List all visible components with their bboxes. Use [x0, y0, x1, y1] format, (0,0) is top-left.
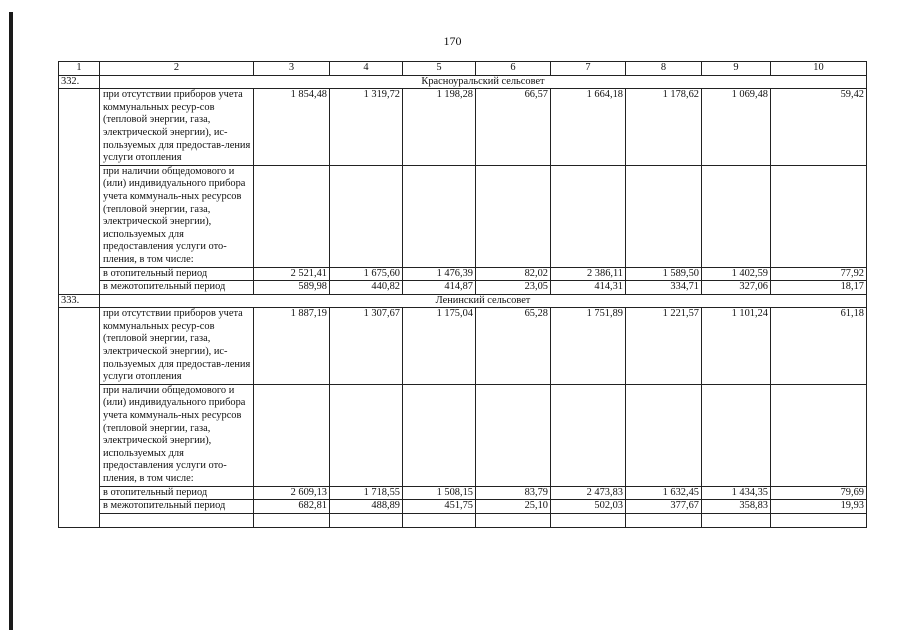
- value-cell: 1 178,62: [626, 89, 702, 166]
- column-header: 3: [254, 62, 330, 76]
- table-row: [59, 308, 867, 385]
- table-row: [59, 500, 867, 514]
- value-cell: 1 319,72: [330, 89, 403, 166]
- column-header: 6: [476, 62, 551, 76]
- column-header-row: [59, 62, 867, 76]
- table-row: [59, 486, 867, 500]
- value-cell: 1 675,60: [330, 267, 403, 281]
- row-label: в отопительный период: [100, 486, 254, 500]
- value-cell: [476, 384, 551, 486]
- page-left-rule: [9, 12, 13, 630]
- value-cell: 19,93: [771, 500, 867, 514]
- value-cell: [100, 513, 254, 527]
- value-cell: 25,10: [476, 500, 551, 514]
- section-title-row: [59, 294, 867, 308]
- value-cell: [254, 165, 330, 267]
- table-row: [59, 89, 867, 166]
- row-description: при отсутствии приборов учета коммунальных ресур-сов (тепловой энергии, газа, электрической энергии), ис-пользуемых для предостав-ления услуги отопления: [100, 308, 254, 385]
- value-cell: 83,79: [476, 486, 551, 500]
- row-description: при отсутствии приборов учета коммунальных ресур-сов (тепловой энергии, газа, электрической энергии), ис-пользуемых для предостав-ления услуги отопления: [100, 89, 254, 166]
- row-label: в межотопительный период: [100, 500, 254, 514]
- value-cell: 1 307,67: [330, 308, 403, 385]
- value-cell: 1 069,48: [702, 89, 771, 166]
- table-tail-row: [59, 513, 867, 527]
- value-cell: [626, 384, 702, 486]
- value-cell: 61,18: [771, 308, 867, 385]
- value-cell: 358,83: [702, 500, 771, 514]
- column-header: 4: [330, 62, 403, 76]
- value-cell: 327,06: [702, 281, 771, 295]
- value-cell: [551, 513, 626, 527]
- value-cell: [330, 165, 403, 267]
- row-label: в межотопительный период: [100, 281, 254, 295]
- value-cell: 1 751,89: [551, 308, 626, 385]
- value-cell: 23,05: [476, 281, 551, 295]
- value-cell: 79,69: [771, 486, 867, 500]
- value-cell: [626, 165, 702, 267]
- value-cell: [551, 384, 626, 486]
- value-cell: [702, 513, 771, 527]
- value-cell: 82,02: [476, 267, 551, 281]
- value-cell: 1 887,19: [254, 308, 330, 385]
- value-cell: [403, 384, 476, 486]
- value-cell: 2 521,41: [254, 267, 330, 281]
- value-cell: 1 221,57: [626, 308, 702, 385]
- section-title: Ленинский сельсовет: [100, 294, 867, 308]
- value-cell: 1 101,24: [702, 308, 771, 385]
- value-cell: 377,67: [626, 500, 702, 514]
- value-cell: [254, 384, 330, 486]
- value-cell: [771, 384, 867, 486]
- value-cell: [403, 165, 476, 267]
- column-header: 9: [702, 62, 771, 76]
- column-header: 10: [771, 62, 867, 76]
- value-cell: 77,92: [771, 267, 867, 281]
- value-cell: 682,81: [254, 500, 330, 514]
- value-cell: 1 402,59: [702, 267, 771, 281]
- value-cell: 1 854,48: [254, 89, 330, 166]
- value-cell: [771, 513, 867, 527]
- row-label: в отопительный период: [100, 267, 254, 281]
- value-cell: 334,71: [626, 281, 702, 295]
- value-cell: 1 476,39: [403, 267, 476, 281]
- value-cell: 1 589,50: [626, 267, 702, 281]
- table-row: [59, 281, 867, 295]
- value-cell: 414,87: [403, 281, 476, 295]
- section-number: 332.: [59, 75, 100, 89]
- value-cell: 1 508,15: [403, 486, 476, 500]
- value-cell: [254, 513, 330, 527]
- table-row: [59, 384, 867, 486]
- value-cell: 589,98: [254, 281, 330, 295]
- value-cell: [476, 165, 551, 267]
- section-number: 333.: [59, 294, 100, 308]
- row-description: при наличии общедомового и (или) индивидуального прибора учета коммуналь-ных ресурсов (тепловой энергии, газа, электрической энергии), используемых для предоставления услуги ото-пления, в том числе:: [100, 384, 254, 486]
- column-header: 2: [100, 62, 254, 76]
- value-cell: [403, 513, 476, 527]
- column-header: 7: [551, 62, 626, 76]
- value-cell: [330, 513, 403, 527]
- value-cell: 1 664,18: [551, 89, 626, 166]
- value-cell: 1 434,35: [702, 486, 771, 500]
- value-cell: [702, 165, 771, 267]
- row-description: при наличии общедомового и (или) индивидуального прибора учета коммуналь-ных ресурсов (тепловой энергии, газа, электрической энергии), используемых для предоставления услуги ото-пления, в том числе:: [100, 165, 254, 267]
- value-cell: 1 718,55: [330, 486, 403, 500]
- value-cell: 18,17: [771, 281, 867, 295]
- tariff-table: [58, 61, 867, 528]
- page-number: 170: [443, 34, 462, 48]
- row-number-cell: [59, 89, 100, 295]
- value-cell: 1 198,28: [403, 89, 476, 166]
- row-number-cell: [59, 308, 100, 528]
- value-cell: 414,31: [551, 281, 626, 295]
- value-cell: 502,03: [551, 500, 626, 514]
- value-cell: 488,89: [330, 500, 403, 514]
- value-cell: [476, 513, 551, 527]
- section-title-row: [59, 75, 867, 89]
- value-cell: [771, 165, 867, 267]
- section-title: Красноуральский сельсовет: [100, 75, 867, 89]
- column-header: 1: [59, 62, 100, 76]
- value-cell: [702, 384, 771, 486]
- value-cell: 2 609,13: [254, 486, 330, 500]
- value-cell: 2 386,11: [551, 267, 626, 281]
- value-cell: 2 473,83: [551, 486, 626, 500]
- column-header: 5: [403, 62, 476, 76]
- value-cell: 1 175,04: [403, 308, 476, 385]
- value-cell: 451,75: [403, 500, 476, 514]
- column-header: 8: [626, 62, 702, 76]
- value-cell: 65,28: [476, 308, 551, 385]
- value-cell: 59,42: [771, 89, 867, 166]
- value-cell: 1 632,45: [626, 486, 702, 500]
- table-row: [59, 165, 867, 267]
- value-cell: [626, 513, 702, 527]
- value-cell: [551, 165, 626, 267]
- value-cell: [330, 384, 403, 486]
- table-row: [59, 267, 867, 281]
- value-cell: 66,57: [476, 89, 551, 166]
- value-cell: 440,82: [330, 281, 403, 295]
